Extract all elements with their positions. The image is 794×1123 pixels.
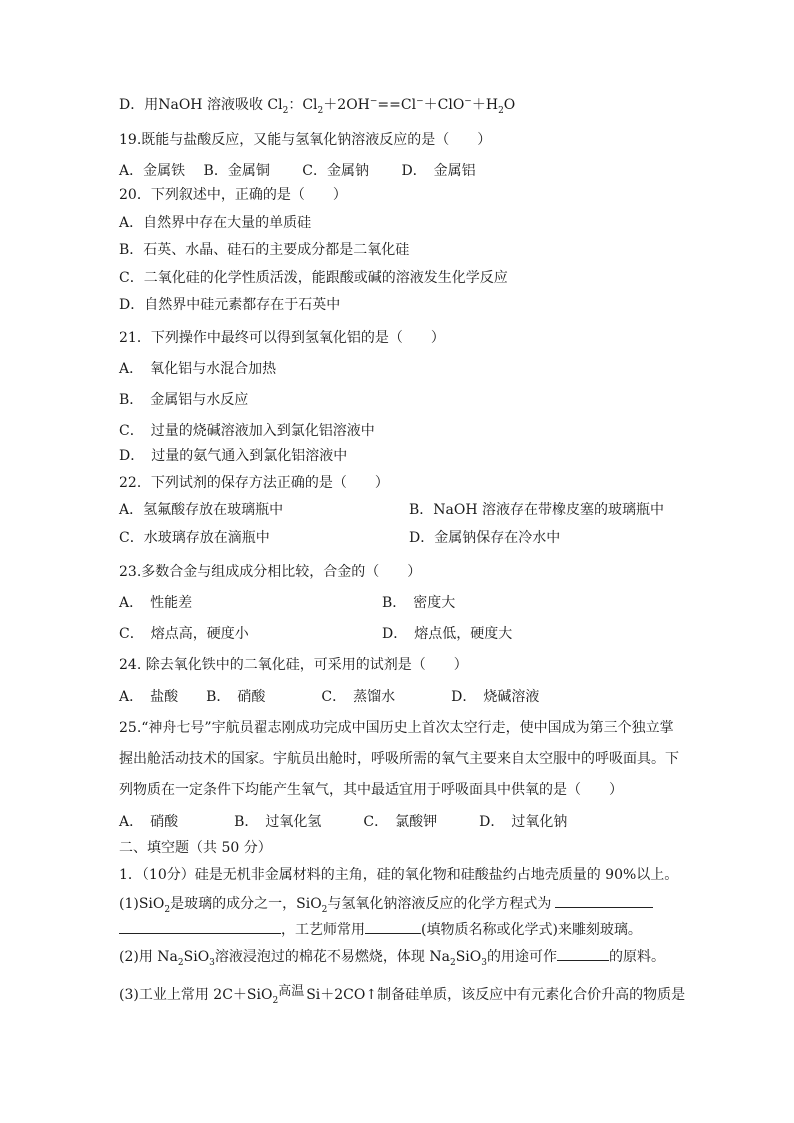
q23-option-b: B． 密度大 <box>382 595 456 611</box>
answer-blank[interactable] <box>557 946 609 961</box>
f1-part1-line2 <box>119 919 642 939</box>
q25-line-1: 25.“神舟七号”宇航员翟志刚成功完成中国历史上首次太空行走，使中国成为第三个独立掌 <box>119 720 674 736</box>
f1-text: 的用途可作 <box>486 949 557 965</box>
q22-stem: 22．下列试剂的保存方法正确的是（ ） <box>119 475 389 491</box>
f1-text: 是玻璃的成分之一，SiO <box>170 896 322 912</box>
q19-stem: 19.既能与盐酸反应，又能与氢氧化钠溶液反应的是（ ） <box>119 132 492 148</box>
q22-option-b: B．NaOH 溶液存在带橡皮塞的玻璃瓶中 <box>409 502 665 518</box>
q19-options: A．金属铁 B．金属铜 C．金属钠 D． 金属铝 <box>119 163 476 179</box>
q23-option-a: A． 性能差 <box>119 595 193 611</box>
q24-options: A． 盐酸 B． 硝酸 C． 蒸馏水 D． 烧碱溶液 <box>119 689 540 705</box>
superscript: − <box>464 96 472 107</box>
subscript: 2 <box>272 995 279 1006</box>
q20-option-a: A．自然界中存在大量的单质硅 <box>119 215 312 231</box>
f1-text: (2)用 Na <box>119 949 178 965</box>
answer-blank[interactable] <box>365 919 421 934</box>
q18-d-text: ＋2OH <box>323 97 370 113</box>
q18-d-text: ＋H <box>471 97 499 113</box>
f1-part1-line1 <box>119 893 653 913</box>
subscript: 2 <box>449 957 456 968</box>
q18-d-text: ==Cl <box>377 97 417 113</box>
q21-option-d: D． 过量的氨气通入到氯化铝溶液中 <box>119 448 348 464</box>
q18-option-d <box>119 96 515 114</box>
q21-option-a: A． 氧化铝与水混合加热 <box>119 361 277 377</box>
f1-text: (1)SiO <box>119 896 165 912</box>
q20-stem: 20．下列叙述中，正确的是（ ） <box>119 187 347 203</box>
q18-d-text: ：Cl <box>288 97 318 113</box>
q20-option-c: C．二氧化硅的化学性质活泼，能跟酸或碱的溶液发生化学反应 <box>119 270 508 286</box>
q25-line-3: 列物质在一定条件下均能产生氧气，其中最适宜用于呼吸面具中供氧的是（ ） <box>119 782 623 798</box>
subscript: 2 <box>282 105 289 116</box>
q21-stem: 21．下列操作中最终可以得到氢氧化铝的是（ ） <box>119 330 445 346</box>
q18-d-text: D．用NaOH 溶液吸收 Cl <box>119 97 283 113</box>
q20-option-b: B．石英、水晶、硅石的主要成分都是二氧化硅 <box>119 242 410 258</box>
q22-option-a: A．氢氟酸存放在玻璃瓶中 <box>119 502 284 518</box>
subscript: 2 <box>498 105 504 116</box>
subscript: 2 <box>164 904 171 915</box>
q18-d-text: ＋ClO <box>423 97 465 113</box>
f1-text: Si＋2CO↑制备硅单质，该反应中有元素化合价升高的物质是 <box>306 987 686 1003</box>
q24-stem: 24. 除去氧化铁中的二氧化硅，可采用的试剂是（ ） <box>119 657 468 673</box>
superscript: − <box>369 96 378 107</box>
q18-d-text: O <box>503 97 516 113</box>
section-title: 二、填空题（共 50 分） <box>119 840 272 856</box>
subscript: 2 <box>321 904 328 915</box>
f1-text: SiO <box>183 949 210 965</box>
superscript: − <box>416 96 424 107</box>
f1-stem: 1．（10分）硅是无机非金属材料的主角，硅的氧化物和硅酸盐约占地壳质量的 90%以上。 <box>119 867 679 883</box>
q20-option-d: D．自然界中硅元素都存在于石英中 <box>119 297 341 313</box>
f1-text: (3)工业上常用 2C＋SiO <box>119 987 273 1003</box>
f1-text: 溶液浸泡过的棉花不易燃烧，体现 Na <box>214 949 450 965</box>
f1-part2 <box>119 946 665 966</box>
q25-options: A． 硝酸 B． 过氧化氢 C． 氯酸钾 D． 过氧化钠 <box>119 814 568 830</box>
subscript: 2 <box>177 957 184 968</box>
subscript: 3 <box>209 957 215 968</box>
f1-text: SiO <box>455 949 482 965</box>
f1-text: (填物质名称或化学式)来雕刻玻璃。 <box>421 922 642 938</box>
q21-option-c: C． 过量的烧碱溶液加入到氯化铝溶液中 <box>119 423 375 439</box>
q23-option-c: C． 熔点高，硬度小 <box>119 626 249 642</box>
q22-option-d: D．金属钠保存在冷水中 <box>409 530 561 546</box>
answer-blank[interactable] <box>119 919 281 934</box>
subscript: 3 <box>481 957 487 968</box>
f1-text: 与氢氧化钠溶液反应的化学方程式为 <box>327 896 552 912</box>
f1-part3 <box>119 986 685 1004</box>
answer-blank[interactable] <box>555 893 653 908</box>
q25-line-2: 握出舱活动技术的国家。宇航员出舱时，呼吸所需的氧气主要来自太空服中的呼吸面具。下 <box>119 751 679 767</box>
f1-text: ，工艺师常用 <box>281 922 365 938</box>
q23-option-d: D． 熔点低，硬度大 <box>382 626 513 642</box>
subscript: 2 <box>317 105 324 116</box>
f1-text: 的原料。 <box>608 949 665 965</box>
condition-label: 高温 <box>278 984 305 999</box>
q22-option-c: C．水玻璃存放在滴瓶中 <box>119 530 270 546</box>
q21-option-b: B． 金属铝与水反应 <box>119 392 249 408</box>
q23-stem: 23.多数合金与组成成分相比较，合金的（ ） <box>119 564 422 580</box>
